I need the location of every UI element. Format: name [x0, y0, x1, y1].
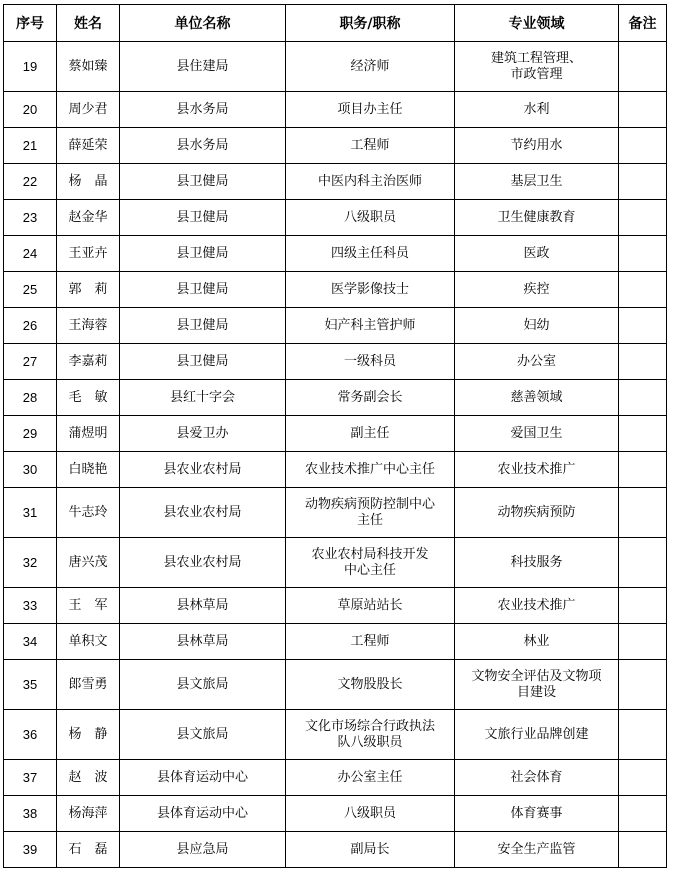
cell-field	[455, 452, 619, 488]
cell-unit: 县卫健局	[120, 236, 286, 272]
cell-field	[455, 760, 619, 796]
table-row	[4, 660, 667, 710]
cell-note	[619, 128, 667, 164]
cell-title-line: 经济师	[350, 58, 390, 74]
cell-note	[619, 832, 667, 868]
cell-title-line: 副主任	[350, 425, 390, 441]
table-row	[4, 760, 667, 796]
cell-field-line: 基层卫生	[510, 173, 563, 189]
document-page	[3, 4, 667, 868]
header-unit: 单位名称	[120, 5, 286, 42]
cell-note	[619, 710, 667, 760]
table-row	[4, 538, 667, 588]
cell-note	[619, 92, 667, 128]
cell-note	[619, 796, 667, 832]
cell-note	[619, 660, 667, 710]
cell-title-line: 医学影像技士	[330, 281, 409, 297]
cell-unit: 县文旅局	[120, 710, 286, 760]
cell-name: 牛志玲	[57, 488, 120, 538]
table-row	[4, 308, 667, 344]
cell-title	[286, 272, 455, 308]
table-row	[4, 128, 667, 164]
cell-serial: 38	[4, 796, 57, 832]
cell-title-line: 文化市场综合行政执法	[304, 718, 435, 734]
cell-serial: 23	[4, 200, 57, 236]
cell-field	[455, 164, 619, 200]
table-header-row	[4, 5, 667, 42]
cell-name: 周少君	[57, 92, 120, 128]
cell-field-line: 爱国卫生	[510, 425, 563, 441]
cell-serial: 20	[4, 92, 57, 128]
cell-title-line: 副局长	[350, 841, 390, 857]
cell-field-line: 农业技术推广	[497, 597, 576, 613]
cell-serial: 27	[4, 344, 57, 380]
cell-serial: 37	[4, 760, 57, 796]
cell-serial: 30	[4, 452, 57, 488]
cell-name: 杨海萍	[57, 796, 120, 832]
header-title: 职务/职称	[286, 5, 455, 42]
cell-note	[619, 308, 667, 344]
cell-title-line: 文物股股长	[337, 676, 403, 692]
cell-title-line: 妇产科主管护师	[324, 317, 416, 333]
cell-unit: 县林草局	[120, 588, 286, 624]
cell-title-line: 工程师	[350, 633, 390, 649]
cell-title	[286, 588, 455, 624]
cell-name: 毛 敏	[57, 380, 120, 416]
cell-title	[286, 164, 455, 200]
cell-serial: 21	[4, 128, 57, 164]
cell-title	[286, 660, 455, 710]
cell-serial: 36	[4, 710, 57, 760]
cell-unit: 县卫健局	[120, 164, 286, 200]
cell-title-line: 办公室主任	[337, 769, 403, 785]
table-row	[4, 272, 667, 308]
cell-unit: 县农业农村局	[120, 452, 286, 488]
cell-title	[286, 452, 455, 488]
table-row	[4, 344, 667, 380]
cell-unit: 县水务局	[120, 92, 286, 128]
cell-name: 薛延荣	[57, 128, 120, 164]
cell-unit: 县卫健局	[120, 344, 286, 380]
cell-serial: 24	[4, 236, 57, 272]
cell-note	[619, 236, 667, 272]
cell-field-line: 卫生健康教育	[497, 209, 576, 225]
cell-field	[455, 796, 619, 832]
header-name: 姓名	[57, 5, 120, 42]
cell-title	[286, 832, 455, 868]
cell-note	[619, 624, 667, 660]
cell-title-line: 农业农村局科技开发	[311, 546, 429, 562]
cell-field	[455, 200, 619, 236]
cell-unit: 县应急局	[120, 832, 286, 868]
personnel-table	[3, 4, 667, 868]
cell-title-line: 四级主任科员	[330, 245, 409, 261]
cell-note	[619, 344, 667, 380]
cell-serial: 35	[4, 660, 57, 710]
table-row	[4, 42, 667, 92]
cell-name: 杨 晶	[57, 164, 120, 200]
cell-unit: 县红十字会	[120, 380, 286, 416]
table-row	[4, 92, 667, 128]
cell-title	[286, 42, 455, 92]
cell-name: 李嘉莉	[57, 344, 120, 380]
cell-title	[286, 236, 455, 272]
table-row	[4, 416, 667, 452]
cell-serial: 31	[4, 488, 57, 538]
cell-title-line: 八级职员	[343, 209, 396, 225]
cell-unit: 县卫健局	[120, 272, 286, 308]
cell-field-line: 文物安全评估及文物项	[471, 668, 602, 684]
table-row	[4, 236, 667, 272]
cell-title	[286, 710, 455, 760]
cell-field-line: 水利	[523, 101, 550, 117]
cell-serial: 34	[4, 624, 57, 660]
header-note: 备注	[619, 5, 667, 42]
cell-name: 赵金华	[57, 200, 120, 236]
cell-field	[455, 128, 619, 164]
table-row	[4, 588, 667, 624]
table-row	[4, 710, 667, 760]
cell-field-line: 办公室	[516, 353, 556, 369]
cell-title	[286, 488, 455, 538]
cell-serial: 39	[4, 832, 57, 868]
cell-name: 郭 莉	[57, 272, 120, 308]
cell-note	[619, 588, 667, 624]
table-row	[4, 796, 667, 832]
cell-title-line: 中心主任	[343, 562, 396, 578]
table-row	[4, 164, 667, 200]
cell-title	[286, 128, 455, 164]
cell-field-line: 林业	[523, 633, 550, 649]
cell-title	[286, 624, 455, 660]
cell-note	[619, 488, 667, 538]
cell-title-line: 草原站站长	[337, 597, 403, 613]
cell-note	[619, 416, 667, 452]
cell-field-line: 市政管理	[510, 66, 563, 82]
cell-field-line: 慈善领域	[510, 389, 563, 405]
cell-field-line: 社会体育	[510, 769, 563, 785]
cell-unit: 县卫健局	[120, 200, 286, 236]
cell-title	[286, 380, 455, 416]
cell-serial: 22	[4, 164, 57, 200]
cell-title-line: 队八级职员	[337, 734, 403, 750]
cell-title	[286, 416, 455, 452]
cell-field	[455, 272, 619, 308]
cell-unit: 县林草局	[120, 624, 286, 660]
cell-serial: 19	[4, 42, 57, 92]
cell-unit: 县农业农村局	[120, 538, 286, 588]
cell-name: 蔡如臻	[57, 42, 120, 92]
cell-field-line: 动物疾病预防	[497, 504, 576, 520]
cell-field-line: 农业技术推广	[497, 461, 576, 477]
cell-field	[455, 660, 619, 710]
cell-field-line: 文旅行业品牌创建	[484, 726, 589, 742]
cell-unit: 县文旅局	[120, 660, 286, 710]
cell-unit: 县体育运动中心	[120, 760, 286, 796]
cell-unit: 县水务局	[120, 128, 286, 164]
cell-field	[455, 588, 619, 624]
cell-unit: 县体育运动中心	[120, 796, 286, 832]
cell-unit: 县爱卫办	[120, 416, 286, 452]
cell-title-line: 动物疾病预防控制中心	[304, 496, 435, 512]
cell-name: 蒲煜明	[57, 416, 120, 452]
cell-title-line: 八级职员	[343, 805, 396, 821]
cell-field-line: 医政	[523, 245, 550, 261]
cell-title-line: 工程师	[350, 137, 390, 153]
cell-name: 王海蓉	[57, 308, 120, 344]
cell-field	[455, 624, 619, 660]
cell-name: 王亚卉	[57, 236, 120, 272]
cell-name: 唐兴茂	[57, 538, 120, 588]
cell-unit: 县住建局	[120, 42, 286, 92]
table-row	[4, 452, 667, 488]
cell-unit: 县卫健局	[120, 308, 286, 344]
cell-serial: 26	[4, 308, 57, 344]
cell-serial: 29	[4, 416, 57, 452]
cell-title	[286, 92, 455, 128]
cell-note	[619, 272, 667, 308]
cell-serial: 28	[4, 380, 57, 416]
cell-name: 赵 波	[57, 760, 120, 796]
cell-title-line: 主任	[356, 512, 383, 528]
cell-field-line: 安全生产监管	[497, 841, 576, 857]
table-row	[4, 380, 667, 416]
cell-serial: 25	[4, 272, 57, 308]
cell-note	[619, 380, 667, 416]
cell-title-line: 中医内科主治医师	[317, 173, 422, 189]
cell-title-line: 一级科员	[343, 353, 396, 369]
cell-title-line: 项目办主任	[337, 101, 403, 117]
cell-title-line: 常务副会长	[337, 389, 403, 405]
cell-title	[286, 538, 455, 588]
cell-name: 单积文	[57, 624, 120, 660]
cell-title	[286, 796, 455, 832]
cell-title	[286, 200, 455, 236]
header-serial: 序号	[4, 5, 57, 42]
cell-note	[619, 164, 667, 200]
table-row	[4, 488, 667, 538]
header-field: 专业领域	[455, 5, 619, 42]
cell-field	[455, 308, 619, 344]
table-row	[4, 200, 667, 236]
cell-title	[286, 344, 455, 380]
cell-field	[455, 416, 619, 452]
cell-field	[455, 344, 619, 380]
table-row	[4, 832, 667, 868]
cell-note	[619, 42, 667, 92]
cell-name: 石 磊	[57, 832, 120, 868]
cell-field-line: 科技服务	[510, 554, 563, 570]
cell-field-line: 疾控	[523, 281, 550, 297]
cell-name: 杨 静	[57, 710, 120, 760]
cell-field-line: 体育赛事	[510, 805, 563, 821]
cell-field	[455, 92, 619, 128]
cell-field	[455, 236, 619, 272]
cell-serial: 32	[4, 538, 57, 588]
table-body	[4, 42, 667, 868]
cell-field-line: 妇幼	[523, 317, 550, 333]
cell-name: 王 军	[57, 588, 120, 624]
cell-name: 郎雪勇	[57, 660, 120, 710]
cell-field	[455, 488, 619, 538]
cell-note	[619, 452, 667, 488]
cell-serial: 33	[4, 588, 57, 624]
cell-note	[619, 538, 667, 588]
cell-title	[286, 760, 455, 796]
cell-field-line: 建筑工程管理、	[490, 50, 582, 66]
cell-title-line: 农业技术推广中心主任	[304, 461, 435, 477]
cell-field	[455, 42, 619, 92]
cell-field	[455, 538, 619, 588]
cell-note	[619, 200, 667, 236]
cell-name: 白晓艳	[57, 452, 120, 488]
table-row	[4, 624, 667, 660]
cell-title	[286, 308, 455, 344]
cell-field	[455, 832, 619, 868]
cell-note	[619, 760, 667, 796]
cell-field-line: 节约用水	[510, 137, 563, 153]
cell-field	[455, 710, 619, 760]
cell-unit: 县农业农村局	[120, 488, 286, 538]
cell-field-line: 目建设	[516, 684, 556, 700]
cell-field	[455, 380, 619, 416]
